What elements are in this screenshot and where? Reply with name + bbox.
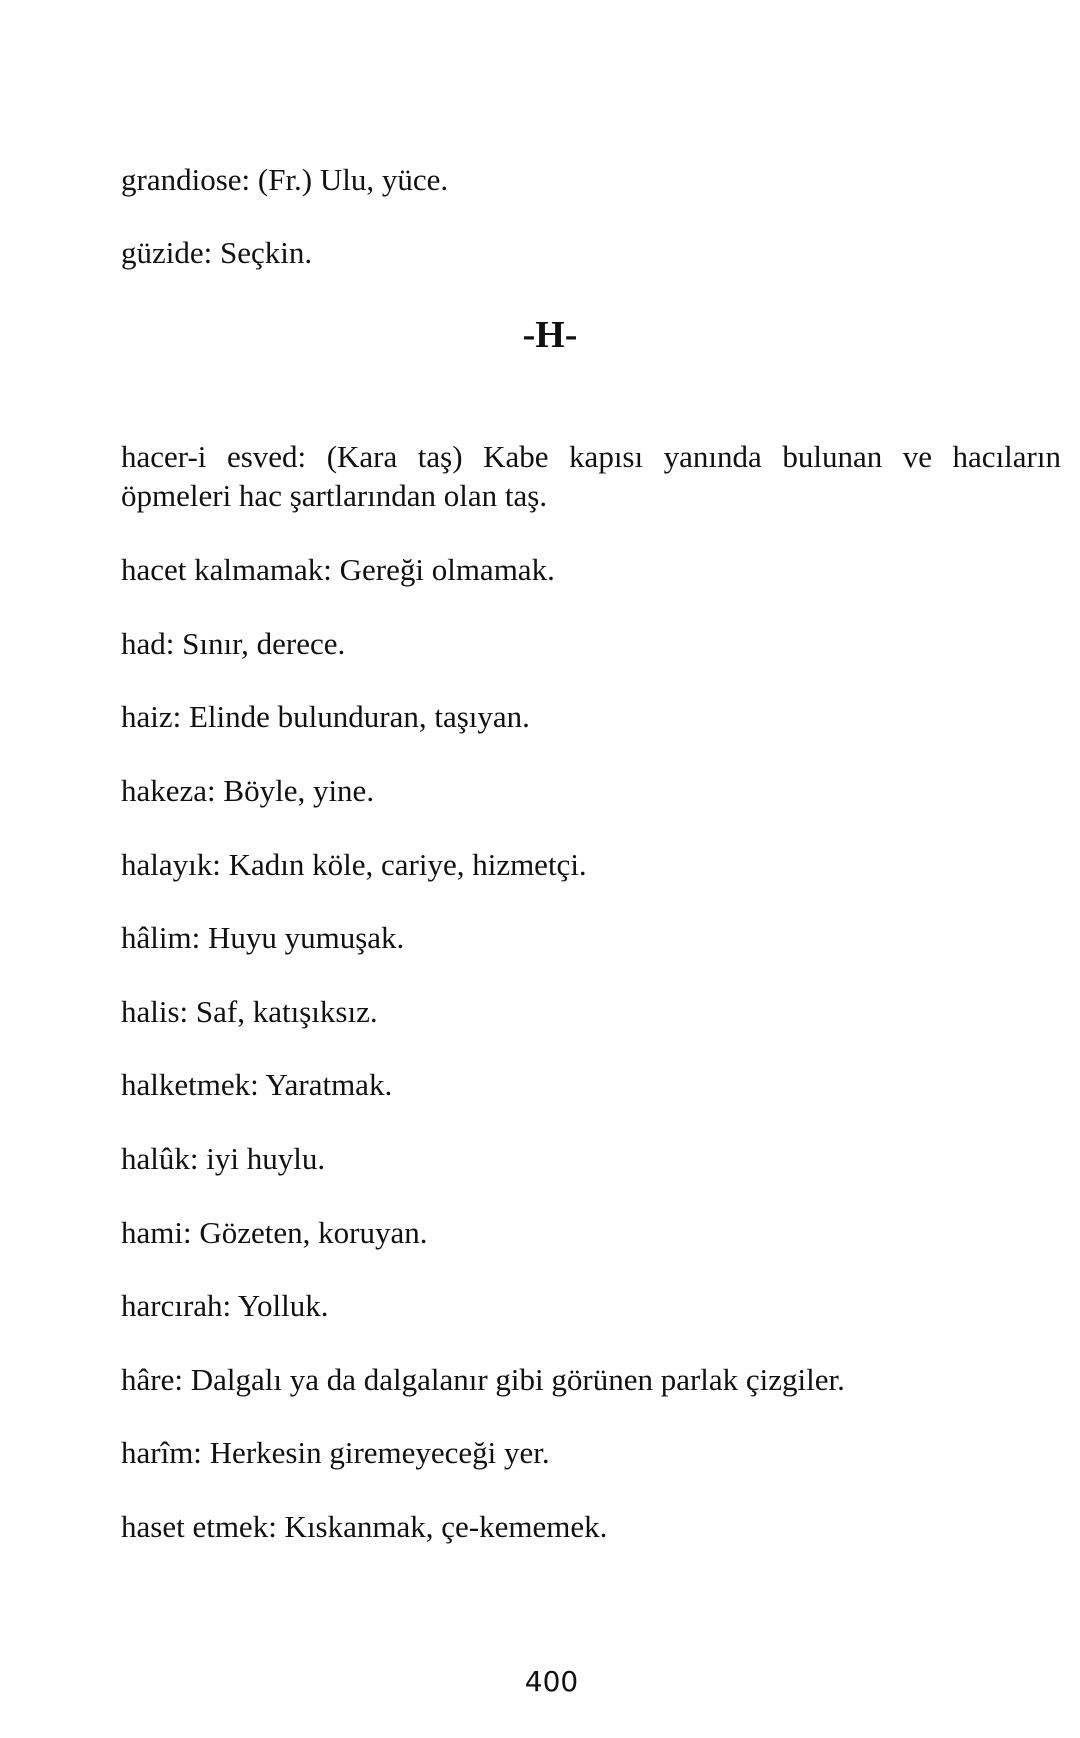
glossary-entry: harîm: Herkesin giremeyeceği yer. <box>121 1435 550 1470</box>
glossary-entry: güzide: Seçkin. <box>121 235 313 270</box>
glossary-entry: hacet kalmamak: Gereği olmamak. <box>121 552 555 587</box>
page-number: 400 <box>524 1665 579 1698</box>
section-heading: -H- <box>522 314 578 356</box>
glossary-entry: harcırah: Yolluk. <box>121 1288 329 1323</box>
glossary-entry: halayık: Kadın köle, cariye, hizmetçi. <box>121 847 587 882</box>
glossary-entry: halketmek: Yaratmak. <box>121 1067 393 1102</box>
glossary-entry: hacer-i esved: (Kara taş) Kabe kapısı yanında bulunan ve hacıların öpmeleri hac şartlarından olan taş. <box>121 439 1061 513</box>
glossary-entry: hakeza: Böyle, yine. <box>121 773 375 808</box>
glossary-entry: haiz: Elinde bulunduran, taşıyan. <box>121 699 530 734</box>
glossary-entry: hâre: Dalgalı ya da dalgalanır gibi görünen parlak çizgiler. <box>121 1362 845 1397</box>
glossary-entry: halûk: iyi huylu. <box>121 1141 326 1176</box>
glossary-entry: grandiose: (Fr.) Ulu, yüce. <box>121 162 449 197</box>
glossary-entry: had: Sınır, derece. <box>121 626 346 661</box>
glossary-entry: hâlim: Huyu yumuşak. <box>121 920 405 955</box>
glossary-entry: haset etmek: Kıskanmak, çe-kememek. <box>121 1509 608 1544</box>
glossary-entry: halis: Saf, katışıksız. <box>121 994 378 1029</box>
glossary-entry: hami: Gözeten, koruyan. <box>121 1215 428 1250</box>
